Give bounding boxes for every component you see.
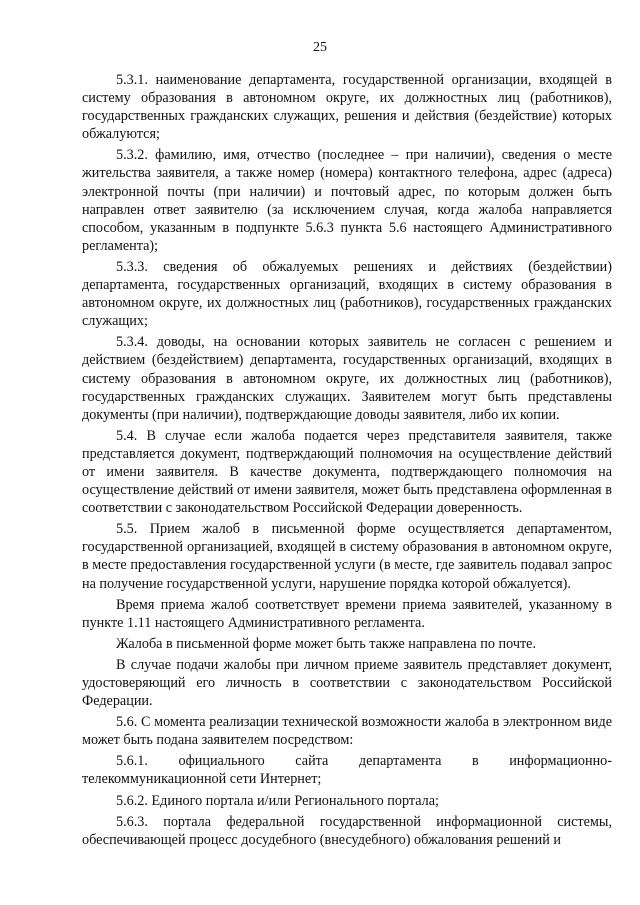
paragraph-5-3-3: 5.3.3. сведения об обжалуемых решениях и действиях (бездействии) департамента, государственных организаций, входящих в систему образования в автономном округе, их должностных лиц (работников), государственных гражданских служащих; — [82, 258, 612, 330]
paragraph-postal-complaint: Жалоба в письменной форме может быть также направлена по почте. — [116, 635, 537, 652]
paragraph-5-5: 5.5. Прием жалоб в письменной форме осуществляется департаментом, государственной организацией, входящей в систему образования в автономном округе, в месте предоставления государственной услуги (в месте, где заявитель подавал запрос на получение государственной услуги, нарушение порядка которой обжалуется). — [82, 521, 612, 592]
paragraph-5-4: 5.4. В случае если жалоба подается через представителя заявителя, также представляется документ, подтверждающий полномочия на осуществление действий от имени заявителя. В качестве документа, подтверждающего полномочия на осуществление действий от имени заявителя, может быть представлена оформленная в соответствии с законодательством Российской Федерации доверенность. — [82, 427, 612, 517]
paragraph-5-3-4: 5.3.4. доводы, на основании которых заявитель не согласен с решением и действием (бездействием) департамента, государственных организаций, входящих в систему образования в автономном округе, их должностных лиц (работников), государственных гражданских служащих. Заявителем могут быть представлены документы (при наличии), подтверждающие доводы заявителя, либо их копии. — [82, 334, 612, 423]
page-number: 25 — [313, 40, 327, 55]
paragraph-5-6: 5.6. С момента реализации технической возможности жалоба в электронном виде может быть подана заявителем посредством: — [82, 714, 612, 749]
paragraph-5-3-1: 5.3.1. наименование департамента, государственной организации, входящей в систему образования в автономном округе, их должностных лиц (работников), государственных гражданских служащих, решения и действия (бездействие) которых обжалуются; — [82, 72, 612, 143]
document-body — [82, 71, 612, 849]
paragraph-5-6-1: 5.6.1. официального сайта департамента в информационно-телекоммуникационной сети Интернет; — [82, 753, 612, 788]
paragraph-5-6-3: 5.6.3. портала федеральной государственной информационной системы, обеспечивающей процесс досудебного (внесудебного) обжалования решений и — [82, 813, 612, 848]
paragraph-personal-reception: В случае подачи жалобы при личном приеме заявитель представляет документ, удостоверяющий его личность в соответствии с законодательством Российской Федерации. — [82, 656, 612, 710]
paragraph-reception-time: Время приема жалоб соответствует времени приема заявителей, указанному в пункте 1.11 настоящего Административного регламента. — [82, 596, 612, 631]
paragraph-5-3-2: 5.3.2. фамилию, имя, отчество (последнее – при наличии), сведения о месте жительства заявителя, а также номер (номера) контактного телефона, адрес (адреса) электронной почты (при наличии) и почтовый адрес, по которым должен быть направлен ответ заявителю (за исключением случая, когда жалоба направляется способом, указанным в подпункте 5.6.3 пункта 5.6 настоящего Административного регламента); — [82, 147, 612, 254]
paragraph-5-6-2: 5.6.2. Единого портала и/или Регионального портала; — [116, 792, 439, 809]
